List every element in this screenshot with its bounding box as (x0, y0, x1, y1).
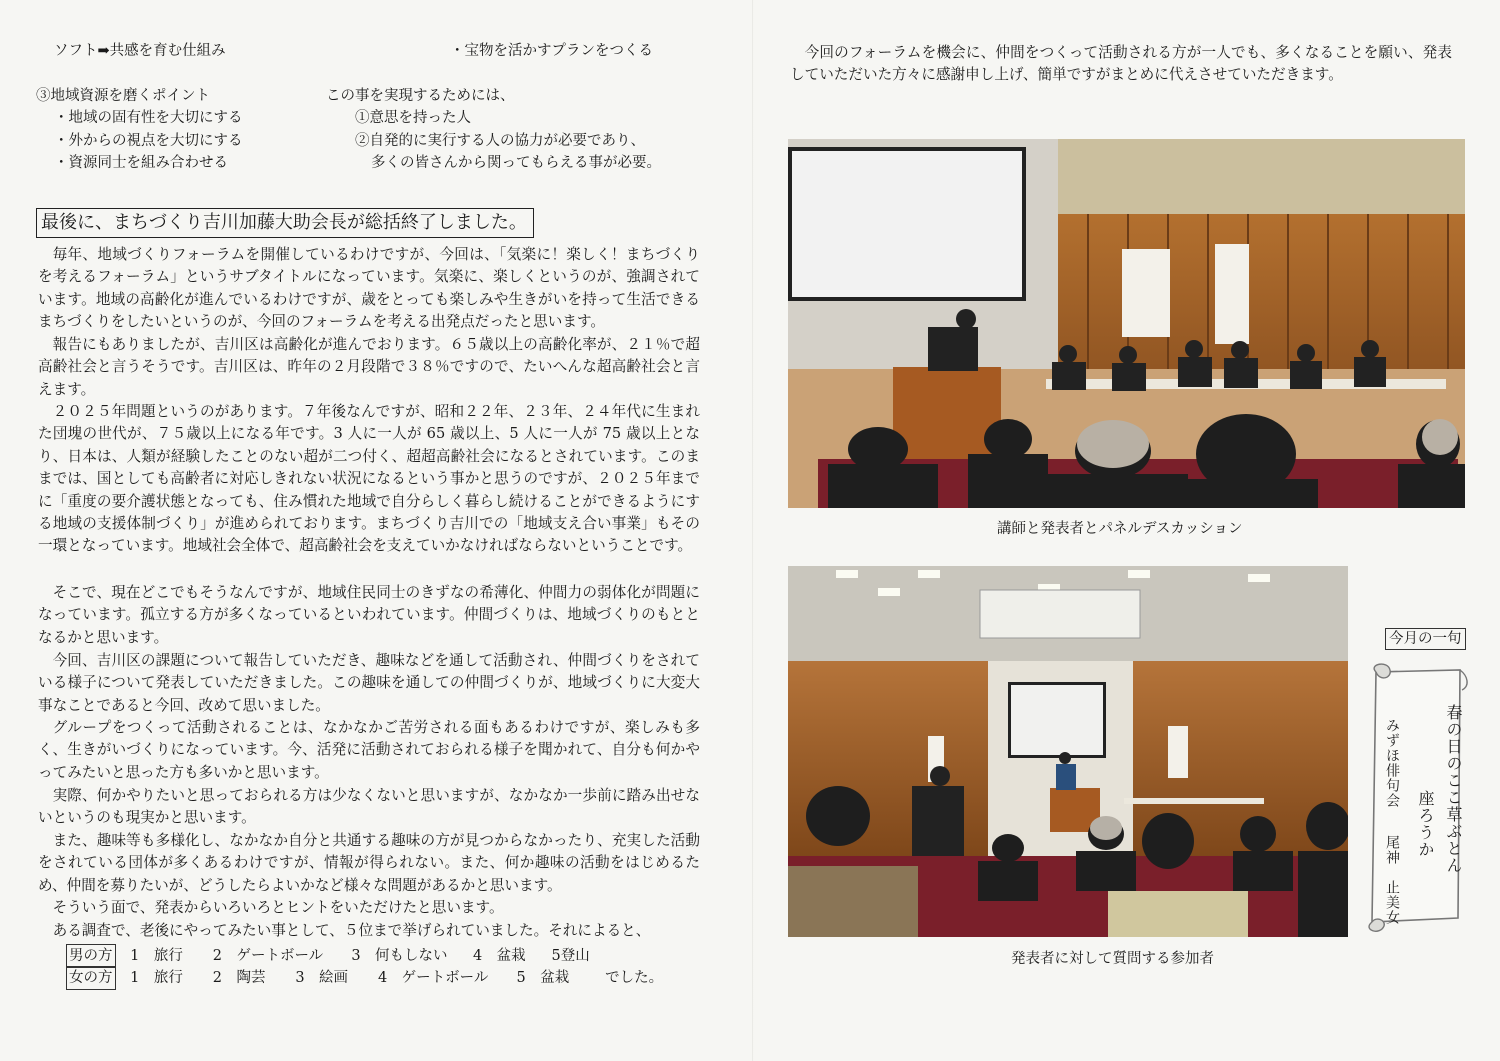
women-item: 2 陶芸 (212, 970, 266, 986)
closing-paragraph: 今回のフォーラムを機会に、仲間をつくって活動される方が一人でも、多くなることを願い、発表していただいた方々に感謝申し上げ、簡単ですがまとめに代えさせていただきます。 (790, 44, 1452, 84)
resource-point-3: ・資源同士を組み合わせる (54, 155, 228, 171)
paragraph-1: 毎年、地域づくりフォーラムを開催しているわけですが、今回は、「気楽に！楽しく！まちづくりを考えるフォーラム」というサブタイトルになっています。気楽に、楽しくというのが、強調されています。地域の高齢化が進んでいるわけですが、歳をとっても楽しみや生きがいを持って生活できるまちづくりをしたいというのが、今回のフォーラムを考える出発点だったと思います。 (38, 246, 700, 331)
audience-question-photo (788, 566, 1348, 937)
women-preferences (66, 966, 663, 990)
women-item: 1 旅行 (130, 970, 183, 986)
men-item: 4 盆栽 (472, 948, 526, 964)
paragraph-4: そこで、現在どこでもそうなんですが、地域住民同士のきずなの希薄化、仲間力の弱体化が問題になっています。孤立する方が多くなっているといわれています。仲間づくりは、地域づくりのもととなるかと思います。 (38, 584, 700, 646)
photo2-caption: 発表者に対して質問する参加者 (1011, 951, 1214, 967)
realize-1: ①意思を持った人 (355, 110, 471, 126)
panel-discussion-illustration (788, 139, 1465, 508)
paragraph-3: ２０２５年問題というのがあります。７年後なんですが、昭和２２年、２３年、２４年代に生まれた団塊の世代が、７５歳以上になる年です。3 人に一人が 65 歳以上、5 人に一人が 75 歳以上となり、日本は、人類が経験したことのない超が二つ付く、超超高齢社会になるとされています。このままでは、国としても高齢者に対応しきれない状況になるという事かと思うのですが、２０２５年までに「重度の要介護状態となっても、住み慣れた地域で自分らしく暮らし続けることができるようにする地域の支援体制づくり」が進められております。まちづくり吉川での「地域支え合い事業」もその一環となっています。地域社会全体で、超高齢社会を支えていかなければならないということです。 (38, 403, 700, 555)
page-fold (752, 0, 754, 1061)
paragraph-7: 実際、何かやりたいと思っておられる方は少なくないと思いますが、なかなか一歩前に踏み出せないというのも現実かと思います。 (38, 787, 700, 827)
men-item: 5登山 (551, 948, 590, 964)
haiku-line-2: 座ろうか (1416, 790, 1435, 858)
women-item: 4 ゲートボール (377, 970, 489, 986)
haiku-author: 尾神 止美女 (1384, 835, 1400, 925)
summary-heading: 最後に、まちづくり吉川加藤大助会長が総括終了しました。 (36, 208, 534, 238)
men-item: 2 ゲートボール (212, 948, 324, 964)
panel-discussion-photo (788, 139, 1465, 508)
realize-title: この事を実現するためには、 (326, 88, 515, 104)
haiku-line-1: 春の日のここ草ぶとん (1444, 704, 1463, 874)
audience-question-illustration (788, 566, 1348, 937)
men-label: 男の方 (66, 944, 116, 968)
men-preferences (66, 944, 590, 968)
women-item: 5 盆栽 (516, 970, 570, 986)
men-item: 3 何もしない (351, 948, 448, 964)
soft-line: ソフト➡共感を育む仕組み (54, 43, 226, 59)
resource-point-title: ③地域資源を磨くポイント (36, 88, 210, 104)
women-item: 3 絵画 (295, 970, 349, 986)
realize-2: ②自発的に実行する人の協力が必要であり、 (355, 133, 645, 149)
paragraph-6: グループをつくって活動されることは、なかなかご苦労される面もあるわけですが、楽しみも多く、生きがいづくりになっています。今、活発に活動されておられる様子を聞かれて、自分も何かやってみたいと思った方も多いかと思います。 (38, 719, 700, 781)
paragraph-2: 報告にもありましたが、吉川区は高齢化が進んでおります。６５歳以上の高齢化率が、２１％で超高齢社会と言うそうです。吉川区は、昨年の２月段階で３８％ですので、たいへんな超高齢社会と言えます。 (38, 336, 700, 398)
treasure-line: ・宝物を活かすプランをつくる (450, 43, 653, 59)
photo1-caption: 講師と発表者とパネルデスカッション (997, 521, 1243, 537)
resource-point-2: ・外からの視点を大切にする (54, 133, 243, 149)
realize-3: 多くの皆さんから関ってもらえる事が必要。 (371, 155, 661, 171)
men-item: 1 旅行 (130, 948, 183, 964)
paragraph-5: 今回、吉川区の課題について報告していただき、趣味などを通して活動され、仲間づくりをされている様子について発表していただきました。この趣味を通しての仲間づくりが、地域づくりに大変大事なことであると今回、改めて思いました。 (38, 652, 700, 714)
haiku-club: みずほ俳句会 (1384, 718, 1400, 808)
women-label: 女の方 (66, 966, 116, 990)
paragraph-10: ある調査で、老後にやってみたい事として、５位まで挙げられていました。それによると、 (52, 922, 651, 939)
resource-point-1: ・地域の固有性を大切にする (54, 110, 243, 126)
paragraph-8: また、趣味等も多様化し、なかなか自分と共通する趣味の方が見つからなかったり、充実した活動をされている団体が多くあるわけですが、情報が得られない。また、何か趣味の活動をはじめるため、仲間を募りたいが、どうしたらよいかなど様々な問題があるかと思います。 (38, 832, 700, 894)
paragraph-9: そういう面で、発表からいろいろとヒントをいただけたと思います。 (52, 899, 504, 916)
haiku-box-title: 今月の一句 (1385, 628, 1466, 650)
women-suffix: でした。 (605, 970, 664, 986)
